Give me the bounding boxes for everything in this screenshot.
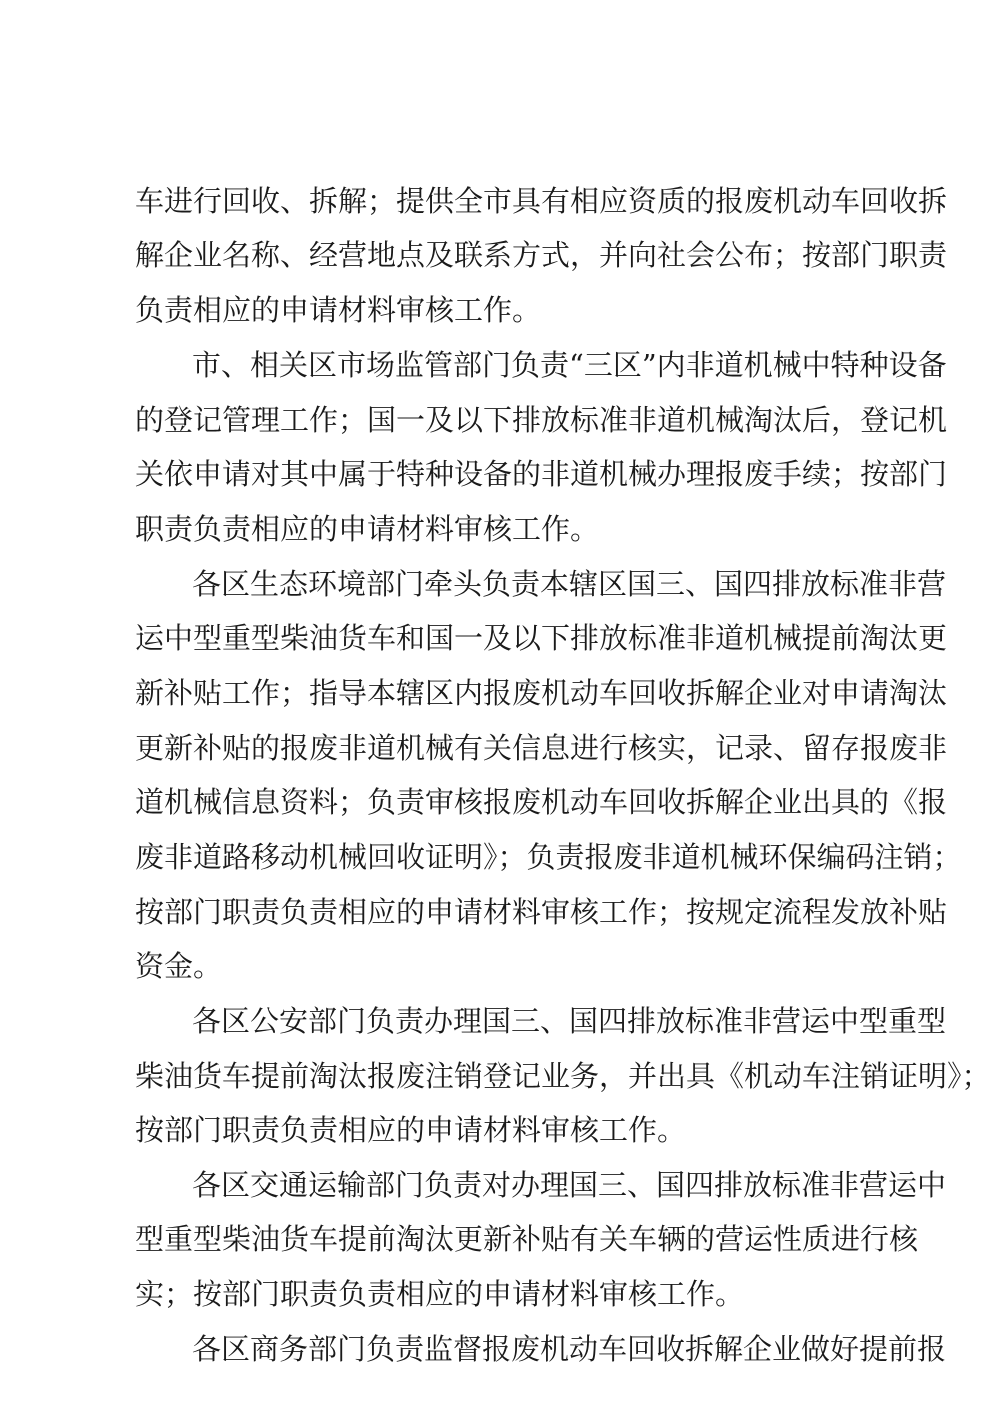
- paragraph-line: 运中型重型柴油货车和国一及以下排放标准非道机械提前淘汰更: [135, 621, 948, 655]
- paragraph-line: 各区生态环境部门牵头负责本辖区国三、国四排放标准非营: [192, 567, 947, 601]
- paragraph-line: 废非道路移动机械回收证明》；负责报废非道机械环保编码注销；: [135, 840, 962, 874]
- paragraph-line: 市、相关区市场监管部门负责“三区”内非道机械中特种设备: [192, 348, 947, 382]
- paragraph-line: 各区交通运输部门负责对办理国三、国四排放标准非营运中: [192, 1168, 947, 1202]
- paragraph-line: 各区商务部门负责监督报废机动车回收拆解企业做好提前报: [192, 1332, 947, 1366]
- paragraph-line: 按部门职责负责相应的申请材料审核工作。: [135, 1113, 687, 1147]
- paragraph-line: 解企业名称、经营地点及联系方式，并向社会公布；按部门职责: [135, 238, 948, 272]
- paragraph-line: 道机械信息资料；负责审核报废机动车回收拆解企业出具的《报: [135, 785, 948, 819]
- paragraph-line: 车进行回收、拆解；提供全市具有相应资质的报废机动车回收拆: [135, 184, 948, 218]
- paragraph-line: 新补贴工作；指导本辖区内报废机动车回收拆解企业对申请淘汰: [135, 676, 948, 710]
- paragraph-line: 各区公安部门负责办理国三、国四排放标准非营运中型重型: [192, 1004, 947, 1038]
- paragraph-line: 资金。: [135, 949, 223, 983]
- paragraph-line: 职责负责相应的申请材料审核工作。: [135, 512, 600, 546]
- paragraph-line: 实；按部门职责负责相应的申请材料审核工作。: [135, 1277, 745, 1311]
- paragraph-line: 型重型柴油货车提前淘汰更新补贴有关车辆的营运性质进行核: [135, 1222, 919, 1256]
- paragraph-line: 负责相应的申请材料审核工作。: [135, 293, 542, 327]
- paragraph-line: 按部门职责负责相应的申请材料审核工作；按规定流程发放补贴: [135, 895, 948, 929]
- paragraph-line: 更新补贴的报废非道机械有关信息进行核实，记录、留存报废非: [135, 731, 948, 765]
- paragraph-line: 柴油货车提前淘汰报废注销登记业务，并出具《机动车注销证明》；: [135, 1059, 991, 1093]
- paragraph-line: 关依申请对其中属于特种设备的非道机械办理报废手续；按部门: [135, 457, 948, 491]
- paragraph-line: 的登记管理工作；国一及以下排放标准非道机械淘汰后，登记机: [135, 403, 948, 437]
